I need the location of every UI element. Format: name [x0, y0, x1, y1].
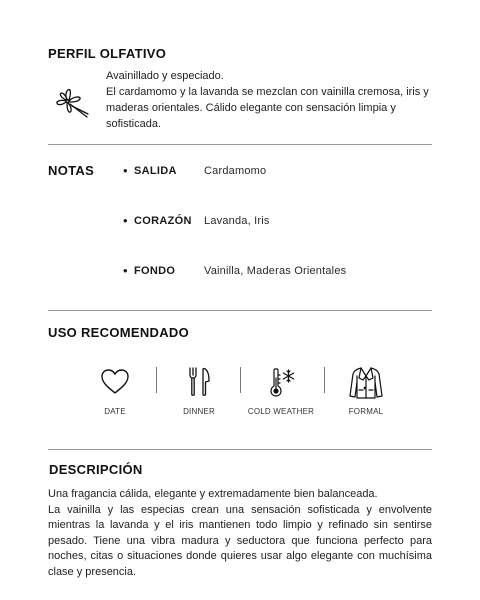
note-label: FONDO	[134, 265, 176, 277]
description-title: DESCRIPCIÓN	[49, 462, 143, 477]
usage-item-cold-weather	[246, 366, 316, 417]
note-value: Cardamomo	[204, 165, 267, 177]
note-value: Vainilla, Maderas Orientales	[204, 265, 347, 277]
vanilla-flower-icon	[54, 84, 90, 120]
bullet: •	[123, 213, 128, 228]
bullet: •	[123, 163, 128, 178]
divider	[48, 449, 432, 450]
description-text	[48, 487, 432, 580]
divider	[156, 367, 157, 393]
usage-label: FORMAL	[348, 407, 384, 416]
fragrance-details	[48, 0, 432, 600]
profile-description	[106, 68, 432, 132]
divider	[324, 367, 325, 393]
bullet: •	[123, 263, 128, 278]
note-label: CORAZÓN	[134, 215, 192, 227]
description-lead: Una fragancia cálida, elegante y extremadamente bien balanceada.	[48, 488, 378, 500]
description-body: La vainilla y las especias crean una sensación sofisticada y envolvente mientras la lavanda y el iris mantienen todo limpio y refinado sin sentirse pesado. Tiene una vibra madura y seductora que funciona perfecto para noches, citas o situaciones donde quieres usar algo elegante con muchísima clase y presencia.	[48, 503, 432, 578]
note-value: Lavanda, Iris	[204, 215, 270, 227]
divider	[48, 310, 432, 311]
thermometer-snowflake-icon	[264, 366, 298, 398]
usage-item-dinner	[164, 366, 234, 417]
fork-knife-icon	[183, 366, 215, 398]
profile-lead: Avainillado y especiado.	[106, 70, 224, 82]
note-row-corazon	[48, 212, 432, 230]
usage-item-date	[80, 366, 150, 417]
divider	[48, 144, 432, 145]
notes-title: NOTAS	[48, 163, 95, 178]
usage-title: USO RECOMENDADO	[48, 325, 190, 340]
blazer-icon	[348, 366, 384, 400]
note-row-fondo	[48, 262, 432, 280]
heart-icon	[99, 366, 131, 398]
usage-item-formal	[331, 366, 401, 417]
usage-label: DATE	[104, 407, 126, 416]
profile-title: PERFIL OLFATIVO	[48, 46, 167, 61]
note-row-salida	[48, 162, 432, 180]
usage-label: COLD WEATHER	[247, 407, 315, 416]
usage-label: DINNER	[183, 407, 215, 416]
note-label: SALIDA	[134, 165, 177, 177]
profile-body: El cardamomo y la lavanda se mezclan con vainilla cremosa, iris y maderas orientales. Cálido elegante con sensación limpia y sofisticada.	[106, 86, 429, 130]
divider	[240, 367, 241, 393]
